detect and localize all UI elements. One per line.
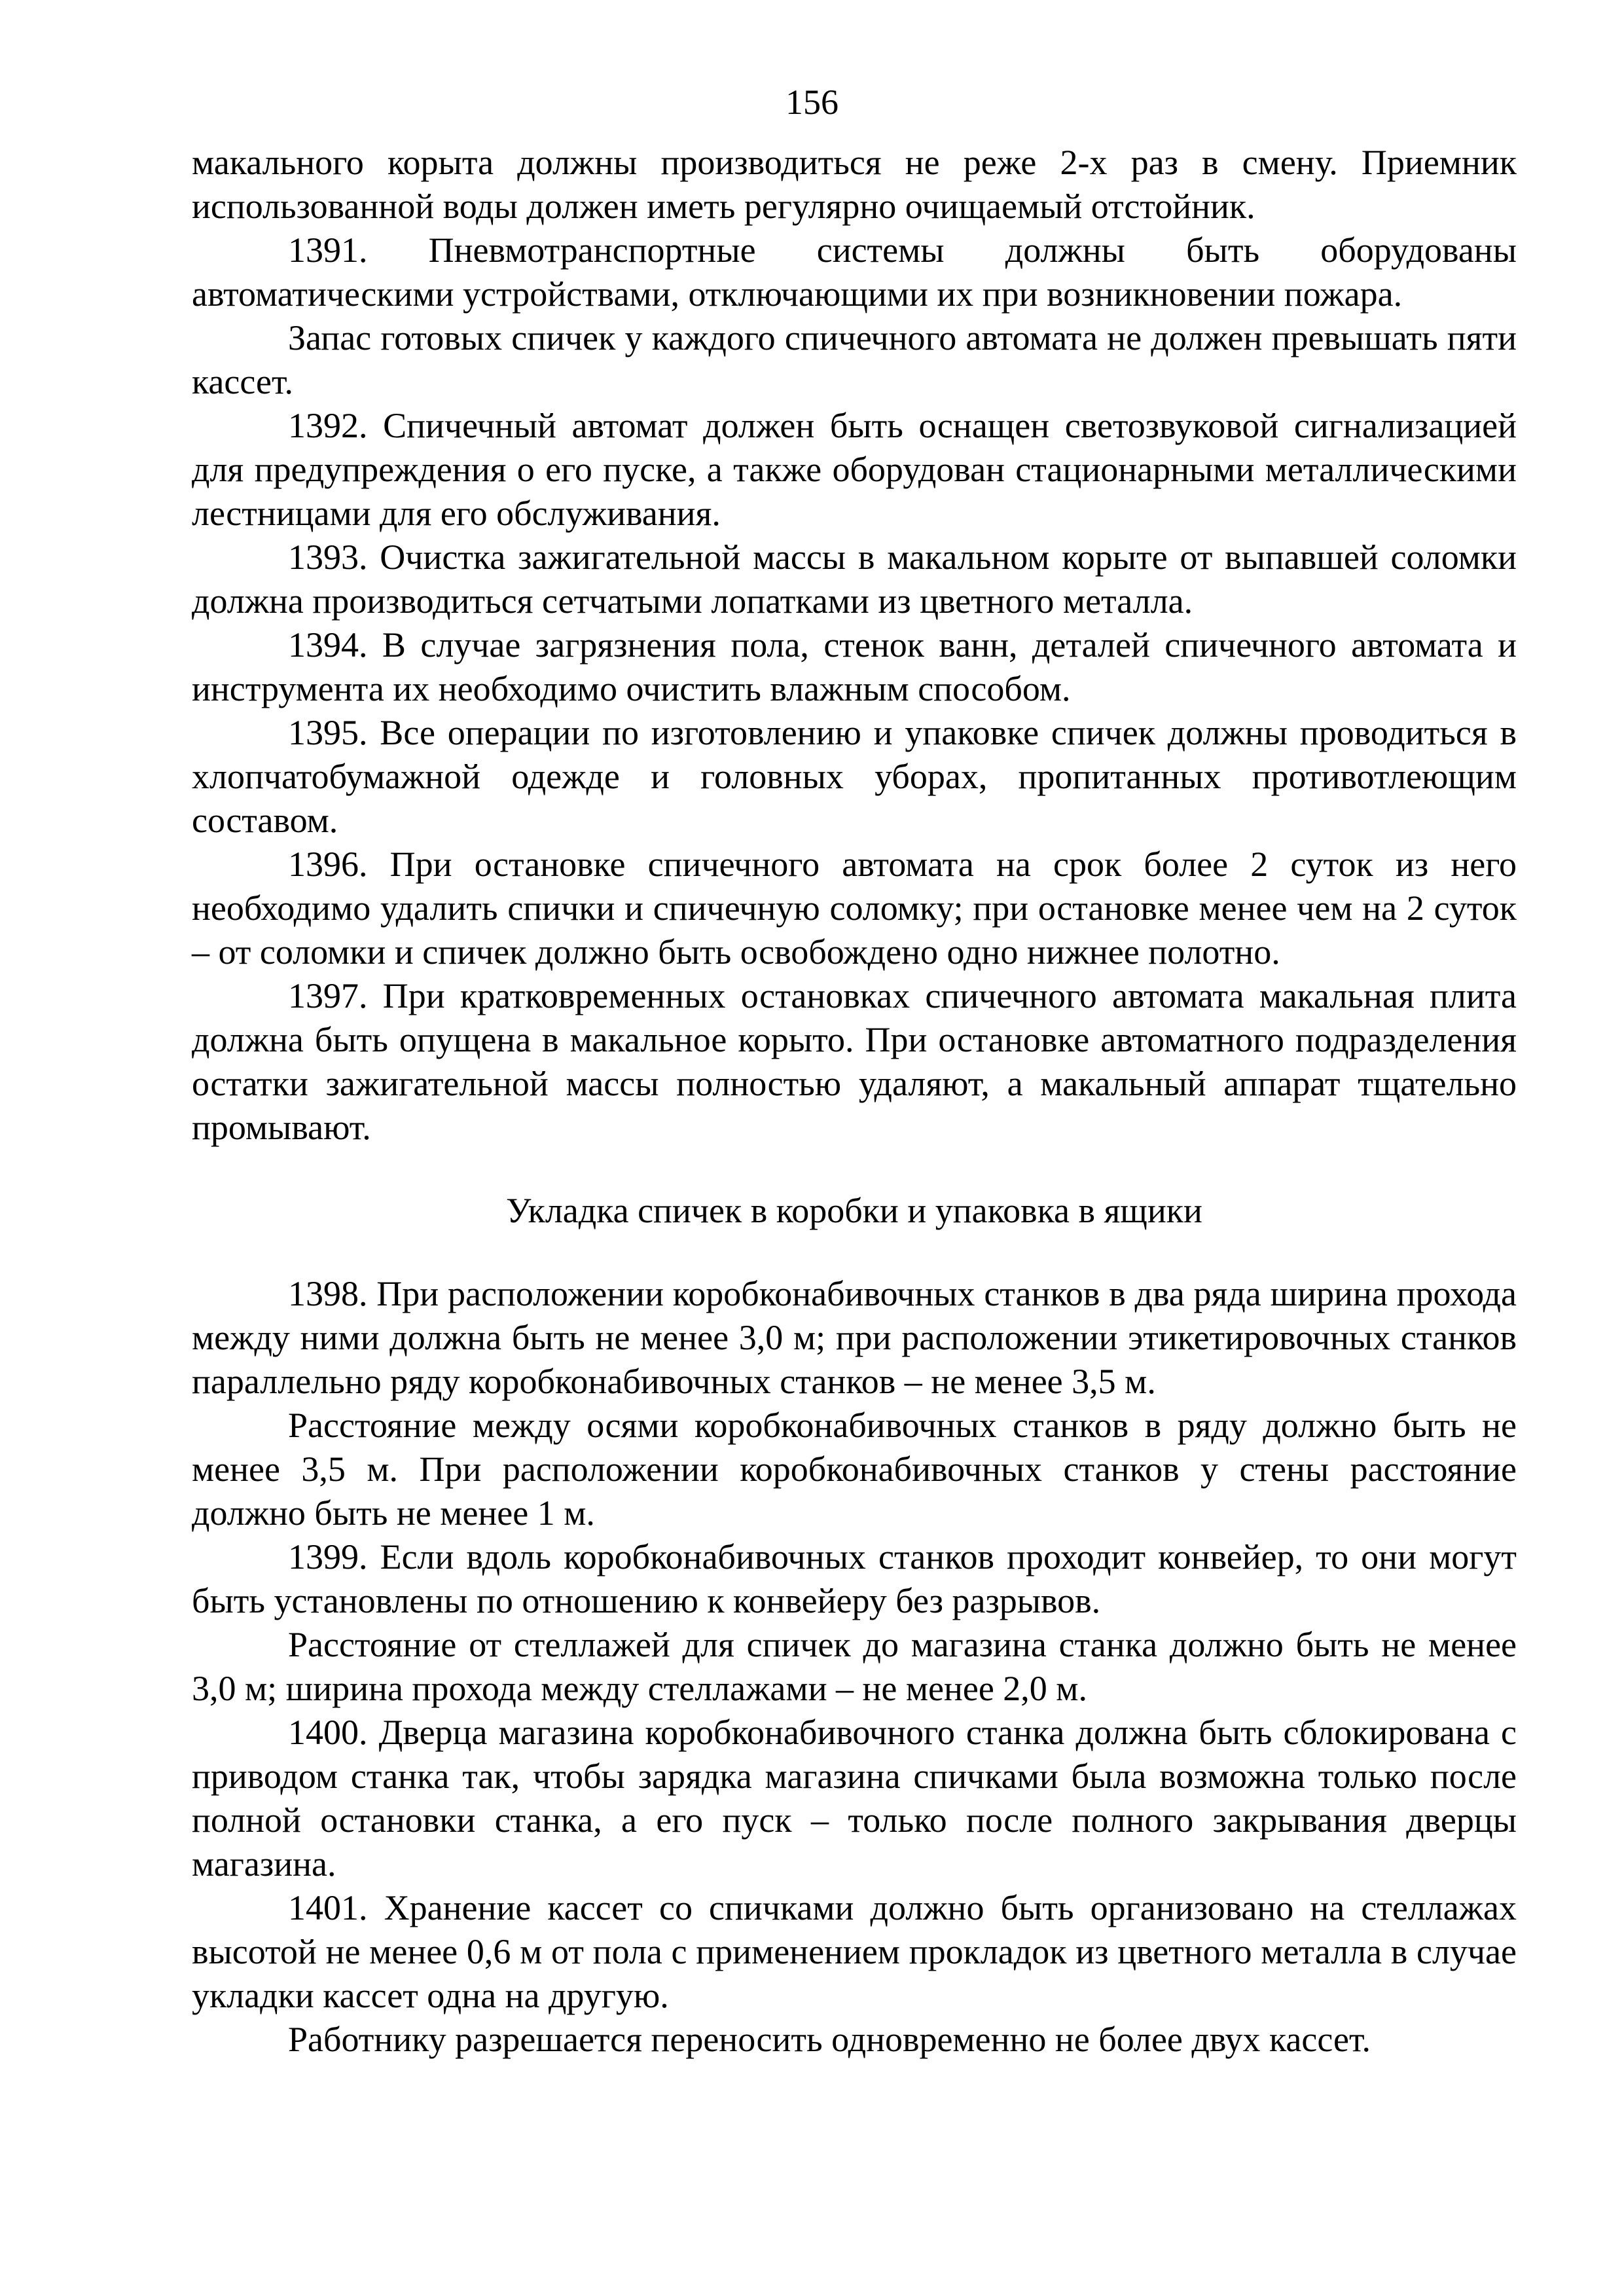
paragraph-1401-carry: Работнику разрешается переносить одновременно не более двух кассет. — [288, 2020, 1371, 2059]
section-heading: Укладка спичек в коробки и упаковка в ящики — [506, 1191, 1202, 1230]
paragraph-1401: 1401. Хранение кассет со спичками должно быть организовано на стеллажах высотой не менее 0,6 м от пола с применением прокладок из цветного металла в случае укладки кассет одна на другую. — [192, 1888, 1517, 2015]
paragraph-1399: 1399. Если вдоль коробконабивочных станков проходит конвейер, то они могут быть установлены по отношению к конвейеру без разрывов. — [192, 1537, 1517, 1620]
paragraph-1396: 1396. При остановке спичечного автомата на срок более 2 суток из него необходимо удалить спички и спичечную соломку; при остановке менее чем на 2 суток – от соломки и спичек должно быть освобождено одно нижнее полотно. — [192, 845, 1517, 972]
paragraph-1391-supply: Запас готовых спичек у каждого спичечного автомата не должен превышать пяти кассет. — [192, 318, 1517, 401]
document-body — [192, 141, 1517, 2062]
paragraph-1399-distance: Расстояние от стеллажей для спичек до магазина станка должно быть не менее 3,0 м; ширина прохода между стеллажами – не менее 2,0 м. — [192, 1625, 1517, 1708]
paragraph-1398-distance: Расстояние между осями коробконабивочных станков в ряду должно быть не менее 3,5 м. При расположении коробконабивочных станков у стены расстояние должно быть не менее 1 м. — [192, 1406, 1517, 1533]
page-number: 156 — [785, 82, 839, 122]
paragraph-1398: 1398. При расположении коробконабивочных станков в два ряда ширина прохода между ними должна быть не менее 3,0 м; при расположении этикетировочных станков параллельно ряду коробконабивочных станков – не менее 3,5 м. — [192, 1274, 1517, 1401]
paragraph-1393: 1393. Очистка зажигательной массы в макальном корыте от выпавшей соломки должна производиться сетчатыми лопатками из цветного металла. — [192, 538, 1517, 621]
paragraph-1395: 1395. Все операции по изготовлению и упаковке спичек должны проводиться в хлопчатобумажной одежде и головных уборах, пропитанных противотлеющим составом. — [192, 713, 1517, 840]
paragraph-1394: 1394. В случае загрязнения пола, стенок ванн, деталей спичечного автомата и инструмента их необходимо очистить влажным способом. — [192, 625, 1517, 708]
paragraph-continuation: макального корыта должны производиться не реже 2-х раз в смену. Приемник использованной воды должен иметь регулярно очищаемый отстойник. — [192, 143, 1517, 226]
paragraph-1391: 1391. Пневмотранспортные системы должны быть оборудованы автоматическими устройствами, отключающими их при возникновении пожара. — [192, 230, 1517, 314]
paragraph-1400: 1400. Дверца магазина коробконабивочного станка должна быть сблокирована с приводом станка так, чтобы зарядка магазина спичками была возможна только после полной остановки станка, а его пуск – только после полного закрывания дверцы магазина. — [192, 1713, 1517, 1884]
paragraph-1397: 1397. При кратковременных остановках спичечного автомата макальная плита должна быть опущена в макальное корыто. При остановке автоматного подразделения остатки зажигательной массы полностью удаляют, а макальный аппарат тщательно промывают. — [192, 976, 1517, 1147]
paragraph-1392: 1392. Спичечный автомат должен быть оснащен светозвуковой сигнализацией для предупреждения о его пуске, а также оборудован стационарными металлическими лестницами для его обслуживания. — [192, 406, 1517, 533]
